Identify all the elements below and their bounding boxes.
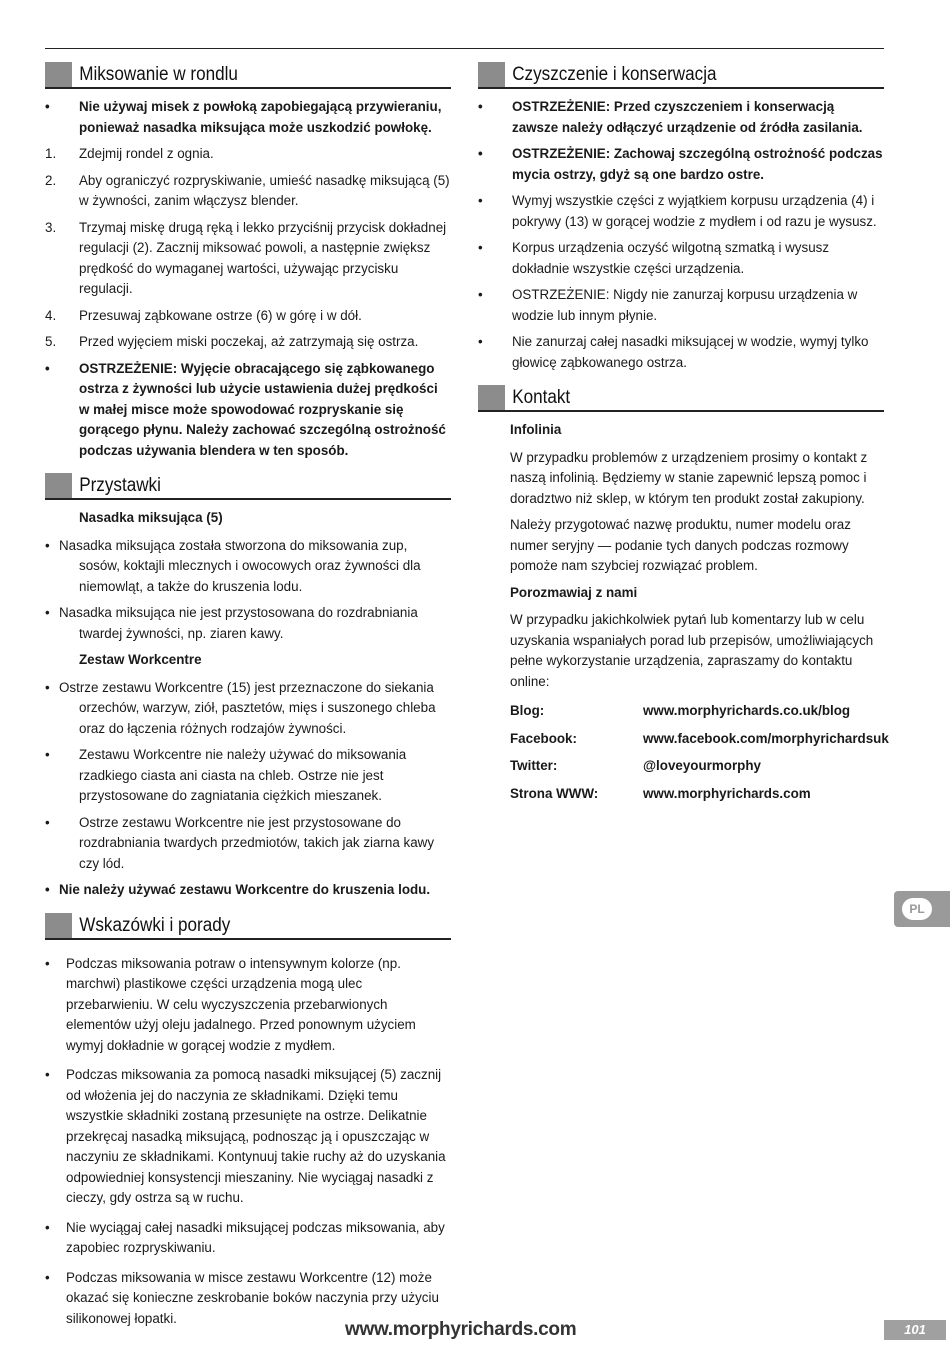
list-item: • Podczas miksowania za pomocą nasadki miksującej (5) zacznij od włożenia jej do naczynia ze składnikami. Dzięki temu wszystkie składniki zostaną przesunięte na ostrze. Delikatnie przekręcaj nasadką miksującą, podnosząc ją i opuszczając w naczyniu ze składnikami. Kontynuuj takie ruchy aż do uzyskania odpowiedniej konsystencji mieszaniny. Nie wyciągaj nasadki z cieczy, gdy ostrza są w ruchu.: [45, 1067, 446, 1205]
website-link[interactable]: www.morphyrichards.com: [643, 785, 811, 801]
contact-label: Twitter:: [510, 758, 558, 773]
subheading: Zestaw Workcentre: [79, 652, 202, 667]
warning-item: • OSTRZEŻENIE: Zachowaj szczególną ostrożność podczas mycia ostrzy, gdyż są one bardzo ostre.: [478, 146, 883, 182]
list-item: • Nie wyciągaj całej nasadki miksującej podczas miksowania, aby zapobiec rozpryskiwaniu.: [45, 1219, 445, 1255]
list-item: • Zestawu Workcentre nie należy używać do miksowania rzadkiego ciasta ani ciasta na chleb. Ostrze nie jest przystosowane do zagniatania ciężkich mieszanek.: [45, 747, 407, 803]
contact-label: Blog:: [510, 703, 545, 718]
paragraph: W przypadku problemów z urządzeniem prosimy o kontakt z naszą infolinią. Będziemy w stanie zapewnić lepszą pomoc i doradztwo niż sklep, w którym ten produkt został zakupiony.: [510, 449, 868, 506]
list-item: • OSTRZEŻENIE: Nigdy nie zanurzaj korpusu urządzenia w wodzie lub innym płynie.: [478, 287, 858, 323]
list-item: 2. Aby ograniczyć rozpryskiwanie, umieść nasadkę miksującą (5) w żywności, zanim włączysz blender.: [45, 172, 450, 208]
subheading: Nasadka miksująca (5): [79, 510, 223, 525]
section-heading-contact: [478, 385, 884, 412]
list-item: 5. Przed wyjęciem miski poczekaj, aż zatrzymają się ostrza.: [45, 334, 419, 349]
list-item: • Ostrze zestawu Workcentre (15) jest przeznaczone do siekania orzechów, warzyw, ziół, pasztetów, mięs i suszonego chleba oraz do łączenia różnych rodzajów żywności.: [45, 679, 436, 736]
paragraph: W przypadku jakichkolwiek pytań lub komentarzy lub w celu uzyskania wspaniałych porad lub przepisów, umożliwiających pełne wykorzystanie urządzenia, zapraszamy do kontaktu online:: [510, 612, 874, 689]
left-column: [45, 62, 451, 1335]
contact-label: Strona WWW:: [510, 785, 599, 801]
subheading: Porozmawiaj z nami: [510, 584, 638, 600]
list-item: • Wymyj wszystkie części z wyjątkiem korpusu urządzenia (4) i pokrywy (13) w gorącej wodzie z mydłem i od razu je wysusz.: [478, 193, 877, 229]
list-item: • Nasadka miksująca została stworzona do miksowania zup, sosów, koktajli mlecznych i owocowych oraz żywności dla niemowląt, a także do kruszenia lodu.: [45, 537, 421, 594]
section-title: Czyszczenie i konserwacja: [512, 64, 717, 85]
right-column: [478, 62, 889, 811]
contact-row-twitter: [510, 756, 884, 777]
heading-marker: [45, 473, 72, 498]
list-item: • Nie używaj misek z powłoką zapobiegającą przywieraniu, ponieważ nasadka miksująca może uszkodzić powłokę.: [45, 99, 442, 135]
list-item: • Podczas miksowania potraw o intensywnym kolorze (np. marchwi) plastikowe części urządzenia mogą ulec przebarwieniu. W celu wyczyszczenia przebarwionych elementów użyj oleju jadalnego. Przed ponownym użyciem wymyj dokładnie w gorącej wodzie z mydłem.: [45, 955, 416, 1053]
blog-link[interactable]: www.morphyrichards.co.uk/blog: [643, 703, 851, 718]
section-heading-attachments: [45, 473, 451, 500]
list-item: • Nasadka miksująca nie jest przystosowana do rozdrabniania twardej żywności, np. ziaren kawy.: [45, 605, 418, 641]
list-item: • Ostrze zestawu Workcentre nie jest przystosowane do rozdrabniania twardych przedmiotów, takich jak ziarna kawy czy lód.: [45, 814, 435, 871]
heading-marker: [45, 913, 72, 938]
subheading: Infolinia: [510, 422, 562, 437]
top-rule: [45, 48, 884, 49]
list-item: 1. Zdejmij rondel z ognia.: [45, 146, 214, 161]
warning-item: • Nie należy używać zestawu Workcentre do kruszenia lodu.: [45, 882, 431, 897]
section-heading-cleaning: [478, 62, 884, 89]
heading-marker: [478, 62, 505, 87]
footer-url: www.morphyrichards.com: [345, 1319, 577, 1340]
language-tab: [894, 891, 950, 927]
section-heading-pan-blending: [45, 62, 451, 89]
section-title: Miksowanie w rondlu: [79, 64, 238, 85]
twitter-handle[interactable]: @loveyourmorphy: [643, 758, 761, 773]
list-item: • Korpus urządzenia oczyść wilgotną szmatką i wysusz dokładnie wszystkie części urządzenia.: [478, 240, 830, 276]
page-number: 101: [884, 1320, 946, 1340]
warning-item: • OSTRZEŻENIE: Wyjęcie obracającego się ząbkowanego ostrza z żywności lub użycie ustawienia dużej prędkości w małej misce może spowodować rozpryskanie się gorącego płynu. Należy zachować szczególną ostrożność podczas używania blendera w ten sposób.: [45, 360, 446, 458]
list-item: • Podczas miksowania w misce zestawu Workcentre (12) może okazać się konieczne zeskrobanie boków naczynia przy użyciu silikonowej łopatki.: [45, 1269, 439, 1326]
contact-label: Facebook:: [510, 730, 577, 746]
warning-item: • OSTRZEŻENIE: Przed czyszczeniem i konserwacją zawsze należy odłączyć urządzenie od źródła zasilania.: [478, 99, 863, 135]
list-item: 3. Trzymaj miskę drugą ręką i lekko przyciśnij przycisk dokładnej regulacji (2). Zacznij miksować powoli, a następnie zwiększ prędkość do wymaganej wartości, używając przycisku regulacji.: [45, 219, 447, 296]
section-title: Kontakt: [512, 387, 571, 408]
list-item: • Nie zanurzaj całej nasadki miksującej w wodzie, wymyj tylko głowicę ząbkowanego ostrza.: [478, 334, 869, 370]
heading-marker: [45, 62, 72, 87]
facebook-link[interactable]: www.facebook.com/morphyrichardsuk: [643, 730, 889, 746]
heading-marker: [478, 385, 505, 410]
list-item: 4. Przesuwaj ząbkowane ostrze (6) w górę i w dół.: [45, 307, 362, 323]
section-title: Wskazówki i porady: [79, 914, 231, 936]
contact-row-facebook: [510, 729, 889, 750]
language-code: PL: [902, 898, 932, 920]
section-heading-tips: [45, 913, 451, 940]
contact-row-website: [510, 784, 884, 805]
contact-row-blog: [510, 701, 884, 722]
paragraph: Należy przygotować nazwę produktu, numer modelu oraz numer seryjny — podanie tych danych podczas rozmowy pomoże nam szybciej rozwiązać problem.: [510, 517, 851, 573]
section-title: Przystawki: [79, 475, 161, 496]
